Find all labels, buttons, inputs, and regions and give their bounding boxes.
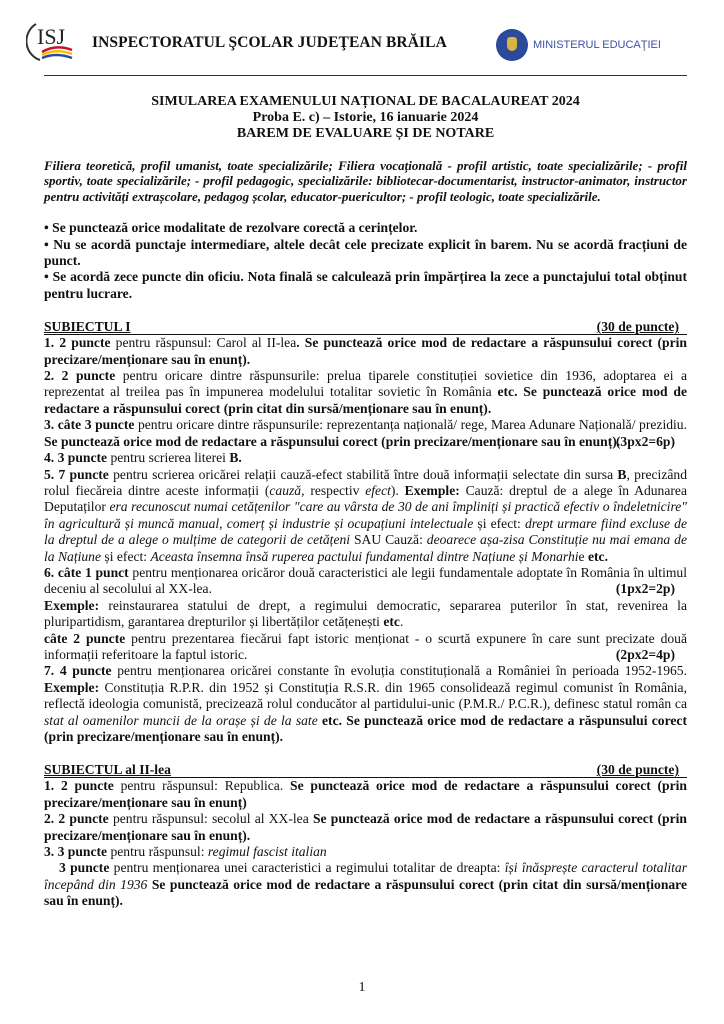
text-segment: Exemple: [44, 597, 100, 613]
barem-item [44, 844, 687, 860]
text-segment: deoarece așa-zisa Constituție nu mai emana de la Națiune [44, 532, 687, 564]
section-heading [44, 762, 687, 778]
text-segment: ). [390, 482, 405, 498]
text-segment: . Se punctează orice mod de redactare a răspunsului corect (prin precizare/menționare sau în enunț). [44, 335, 687, 367]
text-segment: 5. 7 puncte [44, 466, 109, 482]
text-segment: câte 2 puncte [44, 630, 126, 646]
section-points: (30 de puncte) [596, 319, 679, 335]
barem-item [44, 811, 687, 844]
section-heading [44, 319, 687, 335]
text-segment: 3 puncte [59, 860, 110, 876]
page-number: 1 [358, 980, 366, 995]
text-segment: pentru prezentarea fiecărui fapt istoric menționat - o scurtă expunere în care sunt precizate două informații referitoare la faptul istoric. [44, 630, 687, 662]
barem-title: BAREM DE EVALUARE ȘI DE NOTARE [236, 126, 495, 141]
isj-logo-icon [26, 18, 76, 64]
section-title: SUBIECTUL I [44, 319, 131, 335]
text-segment: 2. 2 puncte [44, 368, 116, 384]
barem-item [44, 663, 687, 745]
text-segment: 4. 3 puncte [44, 450, 108, 466]
rule-item: • Se punctează orice modalitate de rezolvare corectă a cerințelor. [44, 220, 418, 236]
section-title: SUBIECTUL al II-lea [44, 762, 171, 778]
text-segment: , precizând rolul fiecăreia dintre aceste informații ( [44, 466, 687, 498]
text-segment: B. [229, 450, 242, 466]
text-segment: Aceasta însemna însă ruperea pactului fundamental dintre Națiune și Monarhi [150, 548, 579, 564]
text-segment: e [578, 548, 588, 564]
svg-text:ISJ: ISJ [37, 24, 66, 49]
text-segment: etc. Se punctează orice mod de redactare a răspunsului corect (prin citat din sursă/menționare sau în enunț). [44, 384, 687, 416]
text-segment: respectiv [304, 482, 366, 498]
text-segment: Cauză: dreptul de a alege în Adunarea Deputaților [44, 482, 687, 515]
text-segment: 3. câte 3 puncte [44, 417, 135, 433]
document-body [44, 94, 687, 910]
filiera-profile-text: Filiera teoretică, profil umanist, toate specializările; Filiera vocațională - profil artistic, toate specializările; - profil sportiv, toate specializările; - profil pedagogic, specializările: bibliotecar-documentarist, instructor-animator, instructor pentru activități extrașcolare, pedagog școlar, educator-puericultor; - profil teologic, toate specializările. [44, 158, 687, 204]
barem-item [44, 598, 687, 631]
text-segment: regimul fascist italian [207, 844, 327, 860]
text-segment: pentru oricare dintre răspunsurile: reprezentanța națională/ rege, Marea Adunare Națională/ prezidiu. [134, 417, 687, 433]
barem-item [44, 860, 687, 909]
text-segment: pentru răspunsul: Carol al II-lea [110, 335, 297, 351]
text-segment: Se punctează orice mod de redactare a răspunsului corect (prin citat din sursă/menționare sau în enunț). [44, 876, 688, 909]
text-segment: și efect: [473, 515, 525, 531]
text-segment: pentru menționarea oricărei constante în evoluția constituțională a României în perioada 1952-1965. [111, 663, 687, 679]
text-segment: 6. câte 1 punct [44, 564, 129, 580]
text-segment: pentru menționarea unei caracteristici a regimului totalitar de dreapta: [109, 860, 505, 876]
text-segment: reinstaurarea statului de drept, a regimului democratic, separarea puterilor în stat, revenirea la pluripartidism, garantarea drepturilor și libertăților cetățenești [44, 597, 687, 630]
text-segment: 3. 3 puncte [44, 844, 108, 860]
text-segment: efect [365, 482, 391, 498]
text-segment: pentru scrierea oricărei relații cauză-efect stabilită între două informații selectate din sursa [108, 466, 618, 482]
exam-subtitle: Proba E. c) – Istorie, 16 ianuarie 2024 [252, 110, 479, 125]
text-segment: 1. 2 puncte [44, 335, 111, 351]
text-segment: cauză, [269, 482, 305, 498]
text-segment: stat al oamenilor muncii de la orașe și de la sate [44, 712, 318, 728]
rule-item: • Se acordă zece puncte din oficiu. Nota finală se calculează prin împărțirea la zece a punctajului total obținut pentru lucrare. [44, 269, 687, 301]
text-segment: pentru scrierea literei [107, 450, 230, 466]
text-segment: și efect: [101, 548, 151, 564]
barem-item [44, 335, 687, 368]
section-points: (30 de puncte) [596, 762, 679, 778]
text-segment: Exemple: [404, 482, 460, 498]
barem-item [44, 778, 687, 811]
barem-item [44, 368, 687, 417]
score-formula: (3px2=6p) [615, 433, 675, 449]
text-segment: 1. 2 puncte [44, 778, 114, 794]
barem-item [44, 631, 687, 664]
text-segment: își înăsprește caracterul totalitar începând din 1936 [44, 860, 687, 892]
text-segment: pentru oricare dintre răspunsurile: prelua tiparele constituției sovietice din 1936, adoptarea ei a reprezentat al treilea pas în impunerea modelului totalitar sovietic în România [44, 368, 687, 400]
text-segment: SAU Cauză: [350, 532, 427, 548]
text-segment: Se punctează orice mod de redactare a răspunsului corect (prin precizare/menționare sau în enunț). [44, 433, 621, 449]
text-segment: pentru răspunsul: [107, 844, 208, 860]
header-divider [44, 75, 687, 76]
text-segment: etc. Se punctează orice mod de redactare a răspunsului corect (prin precizare/menționare sau în enunț). [44, 712, 687, 744]
institution-name: INSPECTORATUL ŞCOLAR JUDEŢEAN BRĂILA [92, 34, 447, 51]
page-header [0, 0, 724, 80]
text-segment: etc [383, 614, 400, 630]
text-segment: Exemple: [44, 679, 100, 695]
barem-item [44, 417, 687, 450]
score-formula: (2px2=4p) [615, 646, 675, 662]
text-segment: pentru menționarea oricăror două caracteristici ale legii fundamentale adoptate în România în ultimul deceniu al secolului al XX-lea. [44, 564, 687, 597]
barem-item [44, 565, 687, 598]
text-segment: etc. [587, 548, 608, 564]
text-segment: pentru răspunsul: Republica. [113, 778, 291, 794]
text-segment: 2. 2 puncte [44, 811, 109, 827]
text-segment: 7. 4 puncte [44, 663, 112, 679]
score-formula: (1px2=2p) [615, 581, 675, 597]
ministry-name: MINISTERUL EDUCAŢIEI [533, 39, 661, 51]
text-segment: Constituția R.P.R. din 1952 și Constituția R.S.R. din 1965 consolidează regimul comunist în România, reflectă ideologia comunistă, precizează rolul conducător al partidului-unic (P.M.R./ P.C.R.), definesc statul român ca [44, 679, 687, 712]
text-segment: B [617, 466, 627, 482]
text-segment: Se punctează orice mod de redactare a răspunsului corect (prin precizare/menționare sau în enunț) [44, 778, 687, 810]
text-segment: drept urmare fiind excluse de la dreptul de a alege o mulțime de categorii de cetățeni [44, 515, 688, 548]
text-segment: pentru răspunsul: secolul al XX-lea [108, 811, 313, 827]
text-segment: Se punctează orice mod de redactare a răspunsului corect (prin precizare/menționare sau în enunț). [44, 811, 687, 843]
text-segment: . [399, 614, 404, 630]
document-title: SIMULAREA EXAMENULUI NAȚIONAL DE BACALAUREAT 2024 [151, 94, 580, 109]
rule-item: • Nu se acordă punctaje intermediare, altele decât cele precizate explicit în barem. Nu se acordă fracțiuni de punct. [44, 236, 687, 269]
general-rules [44, 220, 687, 302]
barem-item [44, 450, 687, 466]
text-segment: era recunoscut numai cetățenilor "care au vârsta de 30 de ani împliniți și practică efectiv o îndeletnicire" în agricultură și muncă manual, comerț și industrie și ocupațiuni intelectuale [44, 499, 687, 531]
barem-item [44, 467, 687, 565]
sections [44, 319, 687, 909]
ministry-crest-icon [496, 29, 528, 61]
